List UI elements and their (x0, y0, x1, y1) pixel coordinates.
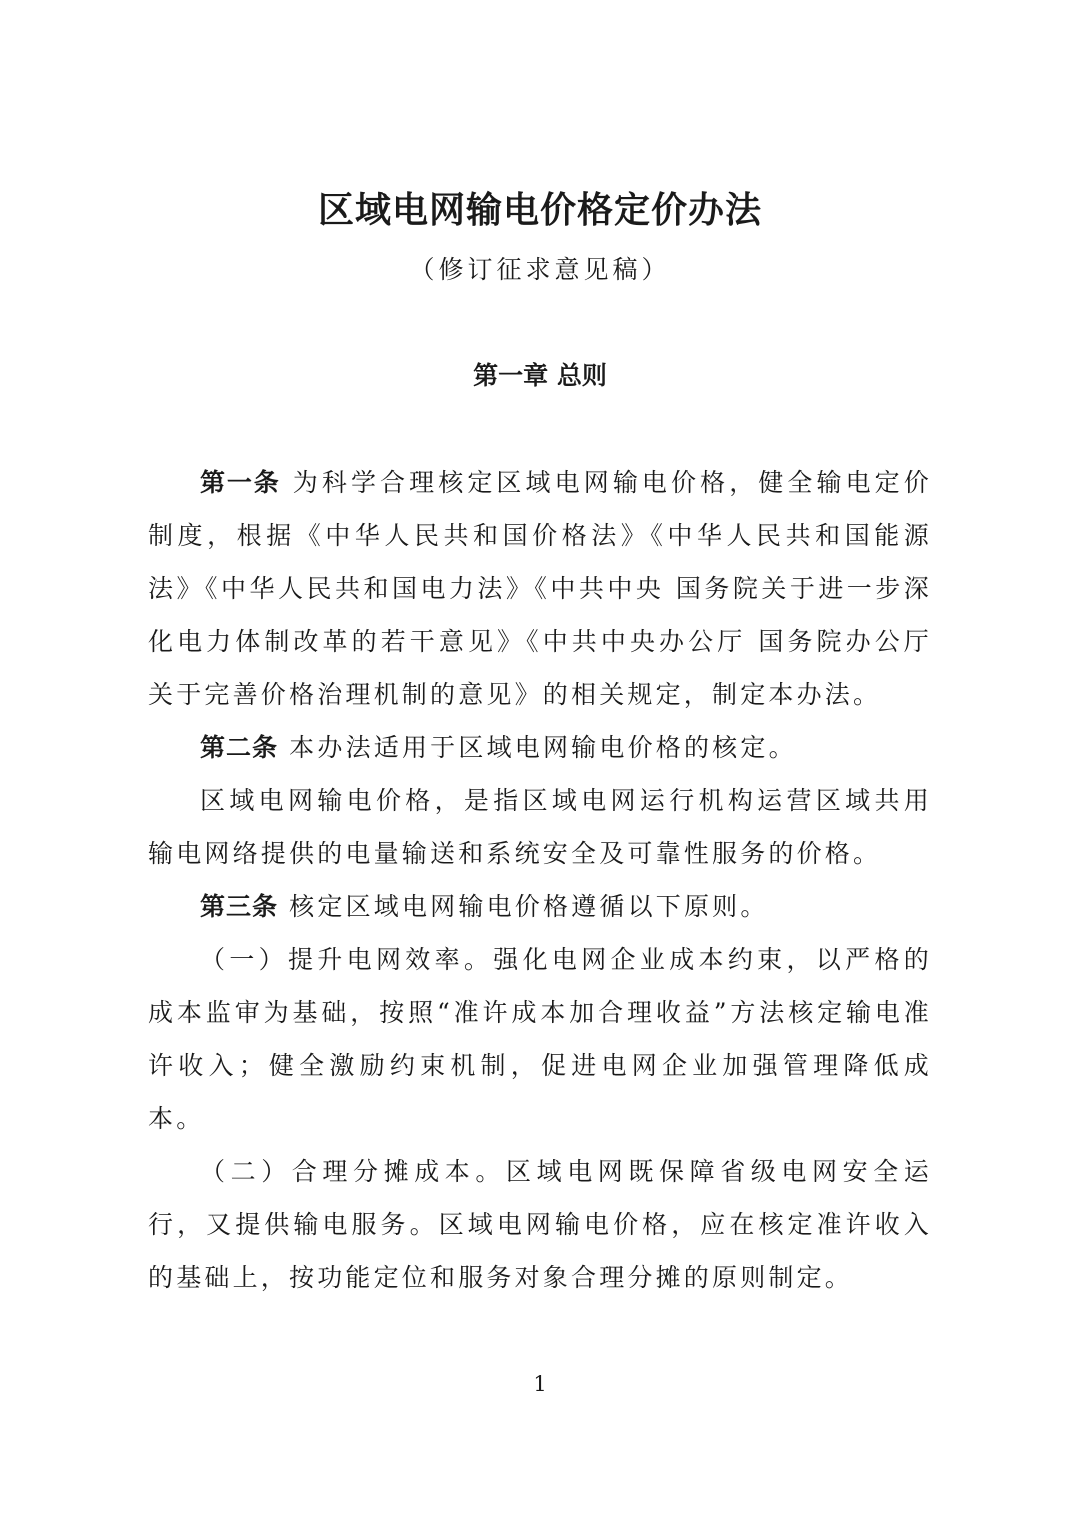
paragraph-text: 核定区域电网输电价格遵循以下原则。 (278, 892, 769, 921)
document-subtitle: （修订征求意见稿） (409, 255, 671, 284)
paragraph-article-1 (148, 456, 932, 721)
article-label: 第二条 (200, 733, 279, 762)
paragraph-principle-1 (148, 933, 932, 1145)
paragraph-principle-2 (148, 1145, 932, 1304)
paragraph-text: 区域电网输电价格，是指区域电网运行机构运营区域共用输电网络提供的电量输送和系统安全及可靠性服务的价格。 (148, 786, 932, 868)
paragraph-definition (148, 774, 932, 880)
paragraph-article-2 (148, 721, 932, 774)
chapter-heading: 第一章 总则 (473, 361, 607, 390)
article-label: 第一条 (200, 468, 281, 497)
paragraph-text: 为科学合理核定区域电网输电价格，健全输电定价制度，根据《中华人民共和国价格法》《中华人民共和国能源法》《中华人民共和国电力法》《中共中央 国务院关于进一步深化电力体制改革的若干意见》《中共中央办公厅 国务院办公厅关于完善价格治理机制的意见》的相关规定，制定本办法。 (148, 468, 932, 709)
paragraph-text: （二）合理分摊成本。区域电网既保障省级电网安全运行，又提供输电服务。区域电网输电价格，应在核定准许收入的基础上，按功能定位和服务对象合理分摊的原则制定。 (148, 1157, 932, 1292)
paragraph-text: （一）提升电网效率。强化电网企业成本约束，以严格的成本监审为基础，按照“准许成本加合理收益”方法核定输电准许收入；健全激励约束机制，促进电网企业加强管理降低成本。 (148, 945, 932, 1133)
paragraph-text: 本办法适用于区域电网输电价格的核定。 (278, 733, 797, 762)
paragraph-article-3 (148, 880, 932, 933)
page-number: 1 (533, 1372, 547, 1396)
article-label: 第三条 (200, 892, 279, 921)
document-title: 区域电网输电价格定价办法 (317, 189, 762, 231)
body-text (148, 456, 932, 1304)
